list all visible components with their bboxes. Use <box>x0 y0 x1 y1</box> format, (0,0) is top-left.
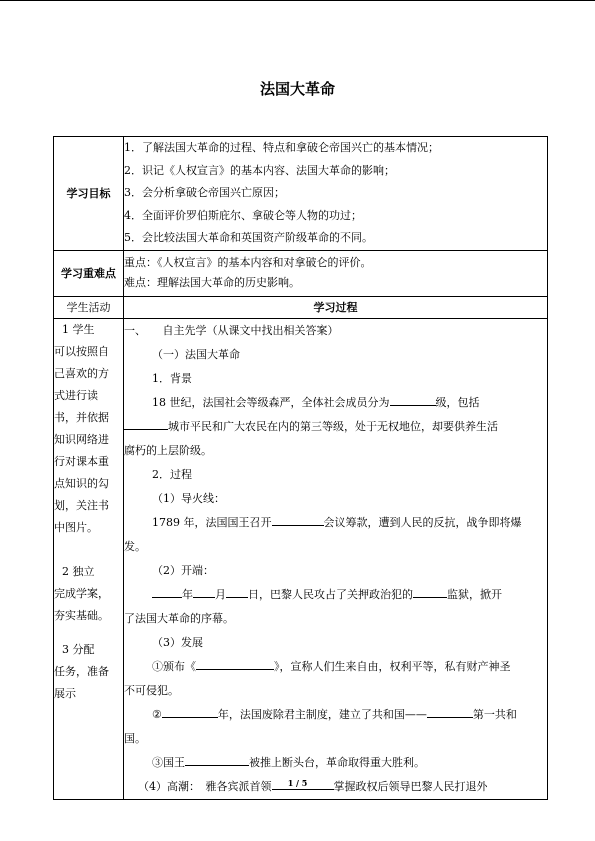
process-line: （1）导火线： <box>152 491 225 505</box>
process-line: 1．背景 <box>152 371 192 385</box>
activity-line: 可以按照自 <box>54 344 109 358</box>
top-rule <box>0 0 595 1</box>
process-line: （4）高潮： 雅各宾派首领 掌握政权后领导巴黎人民打退外 <box>124 775 547 799</box>
activity-line: 式进行读 <box>54 388 98 402</box>
objective-item: 5．会比较法国大革命和英国资产阶级革命的不同。 <box>124 231 373 244</box>
page-number: 1 / 5 <box>287 778 308 788</box>
process-line: 1789 年，法国国王召开 会议筹款，遭到人民的反抗，战争即将爆 <box>124 511 547 535</box>
activity-header: 学生活动 <box>54 296 124 318</box>
fill-blank[interactable] <box>152 585 182 598</box>
fill-blank[interactable] <box>185 753 249 766</box>
process-line: ①颁布《 》，宣称人们生来自由，权利平等，私有财产神圣 <box>124 655 547 679</box>
difficult-point-text: 难点：理解法国大革命的历史影响。 <box>124 276 300 289</box>
process-line: 2．过程 <box>152 467 192 481</box>
objectives-content <box>124 137 548 251</box>
process-line: 城市平民和广大农民在内的第三等级，处于无权地位，却要供养生活 <box>124 415 547 439</box>
objective-item: 3．会分析拿破仑帝国兴亡原因； <box>124 186 285 199</box>
process-line: 18 世纪，法国社会等级森严，全体社会成员分为 级，包括 <box>124 391 547 415</box>
activity-line: 书，并依据 <box>54 410 109 424</box>
lesson-table <box>53 136 548 800</box>
activity-line: 己喜欢的方 <box>54 366 109 380</box>
fill-blank[interactable] <box>413 585 447 598</box>
objectives-label: 学习目标 <box>54 137 124 251</box>
process-line: 一、 自主先学（从课文中找出相关答案） <box>124 323 339 337</box>
activity-line: 划，关注书 <box>54 498 109 512</box>
key-points-label: 学习重难点 <box>54 250 124 296</box>
process-line: 年 月 日，巴黎人民攻占了关押政治犯的 监狱，掀开 <box>124 583 547 607</box>
fill-blank[interactable] <box>193 585 215 598</box>
process-line: 腐朽的上层阶级。 <box>124 443 212 457</box>
activity-line: 中图片。 <box>54 520 98 534</box>
objectives-row <box>54 137 548 251</box>
activity-line: 行对课本重 <box>54 454 109 468</box>
process-line: （一）法国大革命 <box>152 347 240 361</box>
activity-line: 夯实基础。 <box>54 608 109 622</box>
process-line: ③国王 被推上断头台，革命取得重大胜利。 <box>124 751 547 775</box>
section-header-row <box>54 296 548 318</box>
objective-item: 2．识记《人权宣言》的基本内容、法国大革命的影响； <box>124 163 395 177</box>
document-title: 法国大革命 <box>259 80 335 98</box>
process-line: ② 年，法国废除君主制度，建立了共和国—— 第一共和 <box>124 703 547 727</box>
key-points-row <box>54 250 548 296</box>
key-point-text: 重点：《人权宣言》的基本内容和对拿破仑的评价。 <box>124 255 372 269</box>
activity-line: 1 学生 <box>62 322 95 336</box>
fill-blank[interactable] <box>124 417 168 430</box>
fill-blank[interactable] <box>196 657 274 670</box>
activity-line: 点知识的勾 <box>54 476 109 490</box>
fill-blank[interactable] <box>427 705 473 718</box>
activity-line: 3 分配 <box>62 642 95 656</box>
activity-line: 展示 <box>54 686 76 700</box>
student-activity-cell <box>54 318 124 799</box>
activity-line: 完成学案， <box>54 586 109 600</box>
key-points-content <box>124 250 548 296</box>
process-line: 了法国大革命的序幕。 <box>124 611 234 625</box>
learning-process-cell <box>124 318 548 799</box>
objective-item: 4．全面评价罗伯斯庇尔、拿破仑等人物的功过； <box>124 208 362 222</box>
process-row <box>54 318 548 799</box>
process-line: （2）开端： <box>152 563 214 577</box>
fill-blank[interactable] <box>162 705 218 718</box>
fill-blank[interactable] <box>226 585 248 598</box>
fill-blank[interactable] <box>272 513 324 526</box>
process-line: 不可侵犯。 <box>124 683 179 697</box>
activity-line: 知识网络进 <box>54 432 109 446</box>
activity-line: 任务，准备 <box>54 664 109 678</box>
fill-blank[interactable] <box>390 393 436 406</box>
process-line: 发。 <box>124 539 146 553</box>
objective-item: 1．了解法国大革命的过程、特点和拿破仑帝国兴亡的基本情况； <box>124 141 439 154</box>
process-header: 学习过程 <box>124 296 548 318</box>
activity-line: 2 独立 <box>62 564 95 578</box>
process-line: 国。 <box>124 731 146 745</box>
process-line: （3）发展 <box>152 635 203 649</box>
